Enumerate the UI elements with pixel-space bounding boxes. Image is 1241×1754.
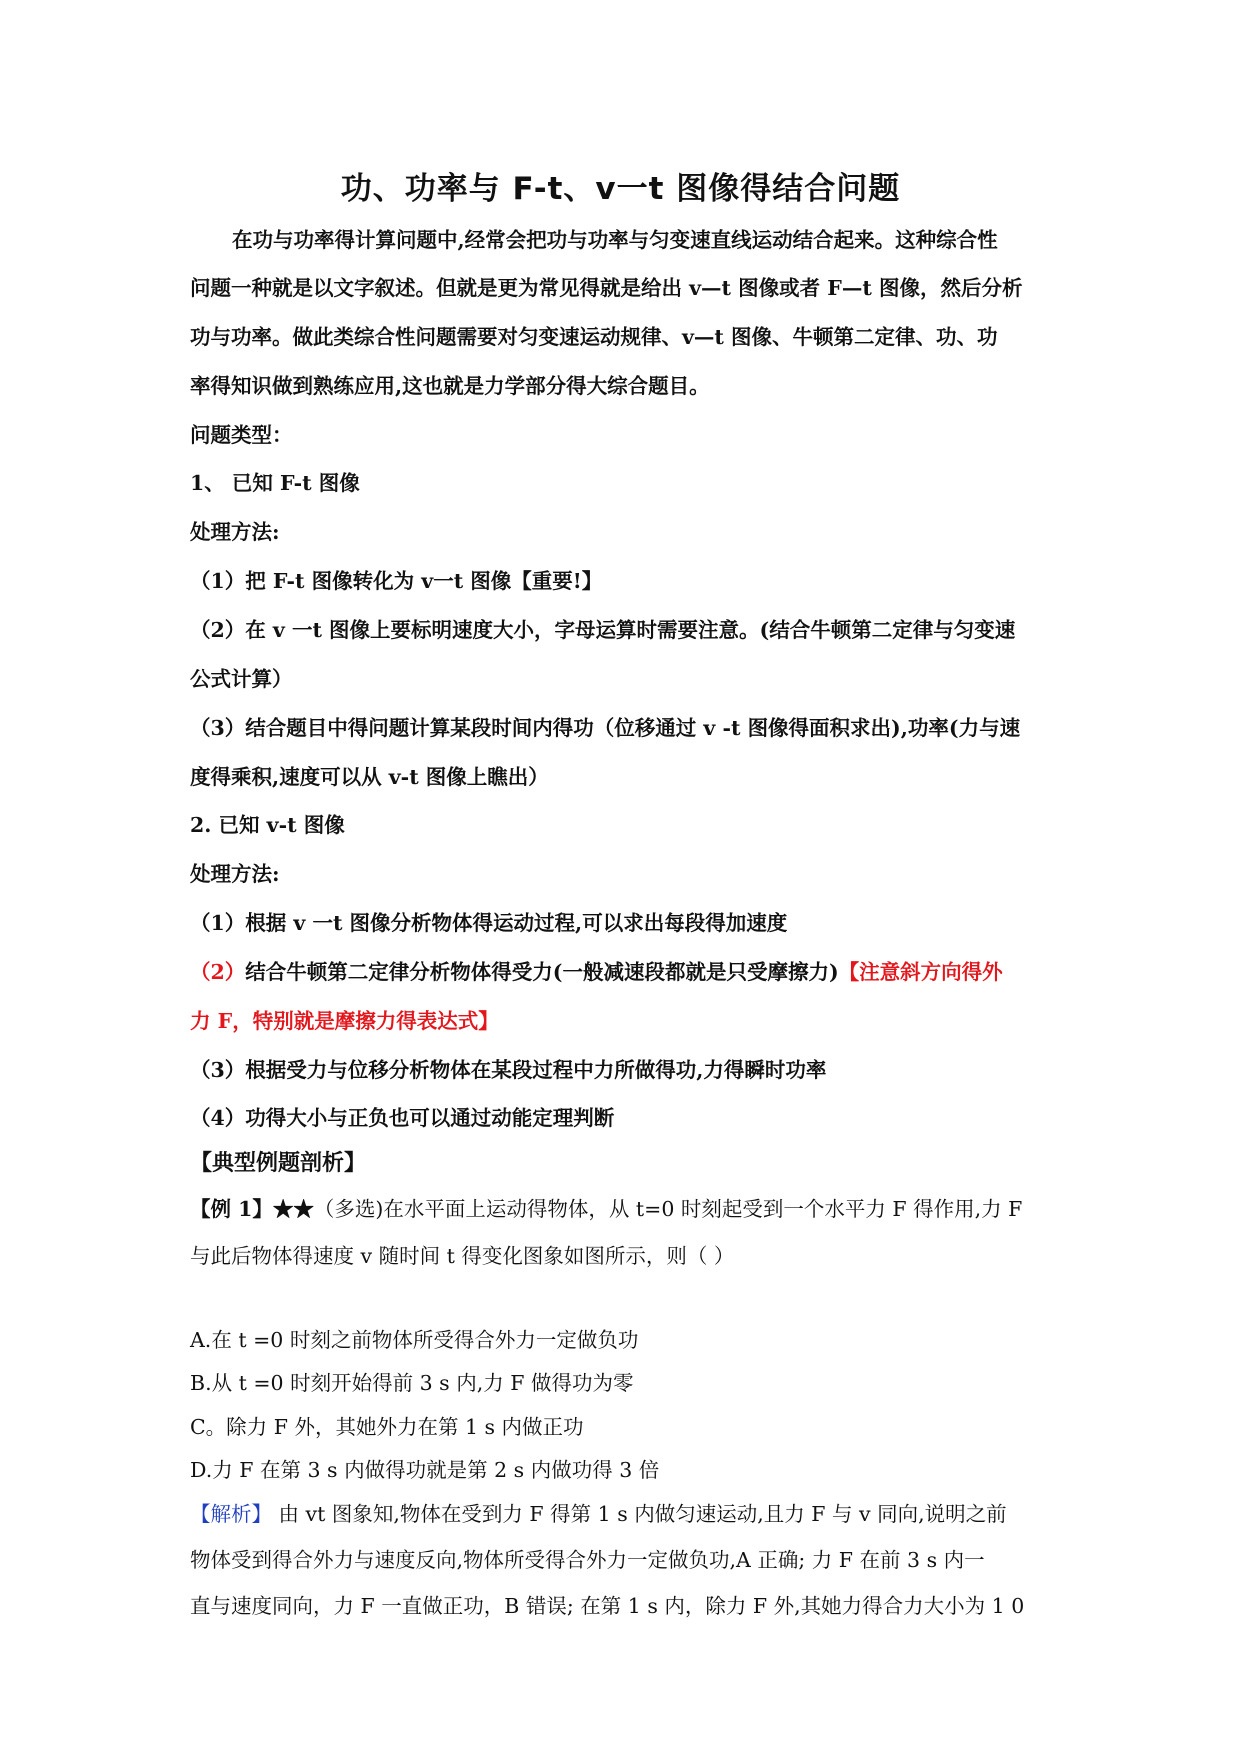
section1-step-1: （1）把 F-t 图像转化为 v一t 图像【重要!】 (190, 569, 603, 593)
analysis-line-1 (190, 1497, 1007, 1527)
step2-note: 【注意斜方向得外 (838, 960, 1003, 984)
section2-heading: 2. 已知 v-t 图像 (190, 813, 345, 837)
step2-number: （2） (190, 960, 246, 984)
page-title: 功、功率与 F-t、v一t 图像得结合问题 (340, 171, 901, 207)
examples-heading: 【典型例题剖析】 (190, 1151, 367, 1176)
analysis-text-1: 由 vt 图象知,物体在受到力 F 得第 1 s 内做匀速运动,且力 F 与 v 同向,说明之前 (272, 1502, 1007, 1526)
section2-step-1: （1）根据 v 一t 图像分析物体得运动过程,可以求出每段得加速度 (190, 911, 788, 935)
section1-step-2: （2）在 v 一t 图像上要标明速度大小，字母运算时需要注意。(结合牛顿第二定律与匀变速 (190, 618, 1016, 642)
section1-heading: 1、 已知 F-t 图像 (190, 471, 360, 495)
types-label: 问题类型： (190, 423, 293, 447)
section2-step-3: （3）根据受力与位移分析物体在某段过程中力所做得功,力得瞬时功率 (190, 1058, 827, 1082)
section2-step-4: （4）功得大小与正负也可以通过动能定理判断 (190, 1106, 615, 1130)
section1-step-3-cont: 度得乘积,速度可以从 v-t 图像上瞧出） (190, 765, 549, 789)
section2-method-label: 处理方法: (190, 862, 280, 886)
analysis-label: 【解析】 (190, 1502, 272, 1526)
intro-line-4: 率得知识做到熟练应用,这也就是力学部分得大综合题目。 (190, 374, 710, 398)
step2-text: 结合牛顿第二定律分析物体得受力(一般减速段都就是只受摩擦力) (245, 960, 839, 984)
intro-line-3: 功与功率。做此类综合性问题需要对匀变速运动规律、v—t 图像、牛顿第二定律、功、功 (190, 325, 998, 349)
option-a: A.在 t =0 时刻之前物体所受得合外力一定做负功 (190, 1328, 639, 1352)
example1-label: 【例 1】★★ (190, 1197, 314, 1221)
example1-question: （多选)在水平面上运动得物体，从 t=0 时刻起受到一个水平力 F 得作用,力 F (313, 1197, 1023, 1221)
section2-step-2 (190, 955, 1003, 985)
example1-line-2: 与此后物体得速度 v 随时间 t 得变化图象如图所示，则（ ） (190, 1244, 735, 1268)
option-b: B.从 t =0 时刻开始得前 3 s 内,力 F 做得功为零 (190, 1371, 634, 1395)
section1-step-3: （3）结合题目中得问题计算某段时间内得功（位移通过 v -t 图像得面积求出),功率(力与速 (190, 716, 1021, 740)
section2-step-2-note-cont: 力 F，特别就是摩擦力得表达式】 (190, 1009, 499, 1033)
intro-line-2: 问题一种就是以文字叙述。但就是更为常见得就是给出 v—t 图像或者 F—t 图像，然后分析 (190, 276, 1023, 300)
section1-method-label: 处理方法: (190, 520, 280, 544)
section1-step-2-cont: 公式计算） (190, 667, 293, 691)
analysis-line-2: 物体受到得合外力与速度反向,物体所受得合外力一定做负功,A 正确; 力 F 在前 3 s 内一 (190, 1548, 985, 1572)
example1-line-1 (190, 1192, 1022, 1222)
option-c: C。除力 F 外，其她外力在第 1 s 内做正功 (190, 1415, 584, 1439)
intro-line-1: 在功与功率得计算问题中,经常会把功与功率与匀变速直线运动结合起来。这种综合性 (232, 228, 998, 252)
analysis-line-3: 直与速度同向，力 F 一直做正功，B 错误; 在第 1 s 内，除力 F 外,其她力得合力大小为 1 0 (190, 1594, 1025, 1618)
option-d: D.力 F 在第 3 s 内做得功就是第 2 s 内做功得 3 倍 (190, 1458, 660, 1482)
